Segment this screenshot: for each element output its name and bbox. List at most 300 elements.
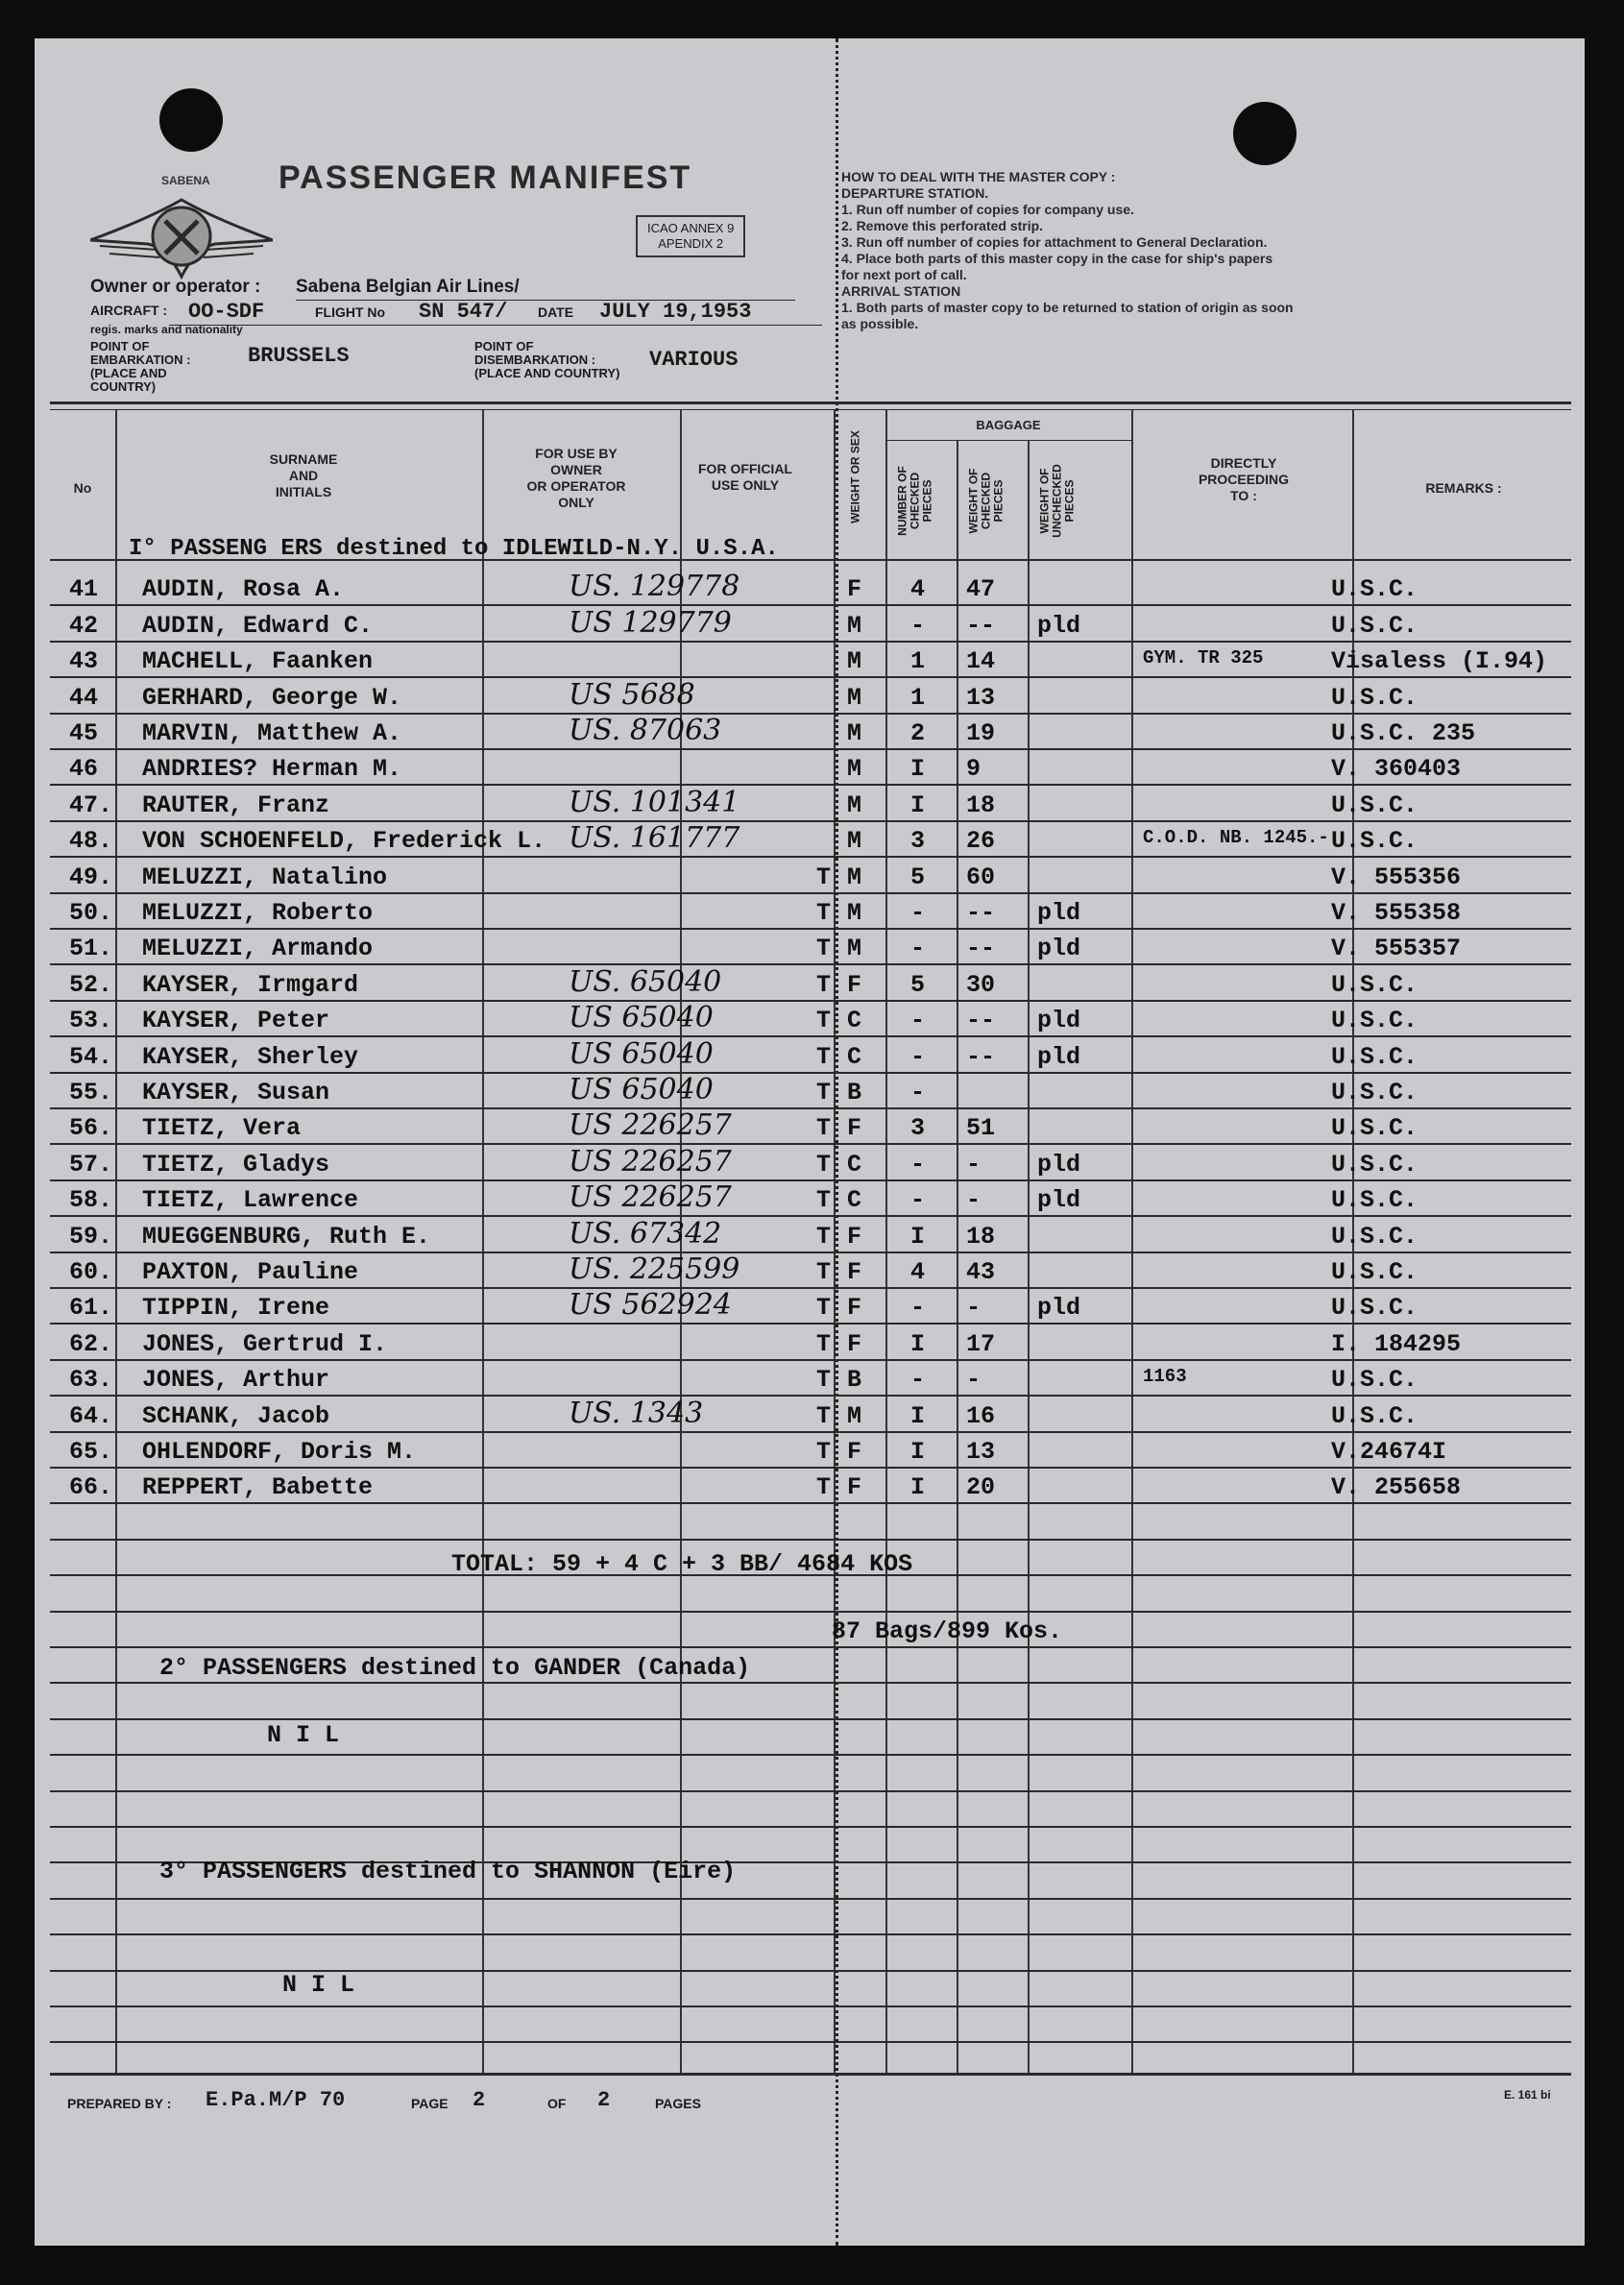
checked-weight: 26 — [966, 827, 996, 855]
row-line — [50, 1646, 1571, 1648]
sex-code: B — [847, 1366, 862, 1394]
unchecked-weight: pld — [1037, 1043, 1081, 1071]
sex-code: B — [847, 1079, 862, 1106]
row-number: 45 — [69, 719, 99, 747]
bags-line: 87 Bags/899 Kos. — [832, 1617, 1063, 1645]
row-number: 59. — [69, 1223, 113, 1251]
checked-weight: 19 — [966, 719, 996, 747]
sex-code: F — [847, 1294, 862, 1322]
checked-pieces: - — [910, 1007, 926, 1034]
remarks: U.S.C. — [1331, 1186, 1418, 1214]
transit-mark: T — [816, 1366, 832, 1394]
passenger-name: MELUZZI, Natalino — [142, 863, 388, 891]
sex-code: C — [847, 1186, 862, 1214]
owner-passport: US 129779 — [569, 606, 732, 640]
sex-code: F — [847, 971, 862, 999]
row-line — [50, 1682, 1571, 1684]
row-line — [50, 1790, 1571, 1792]
transit-mark: T — [816, 863, 832, 891]
sex-code: M — [847, 755, 862, 783]
col-official-use: FOR OFFICIAL USE ONLY — [698, 461, 792, 493]
owner-passport: US. 225599 — [569, 1252, 740, 1286]
row-number: 50. — [69, 899, 113, 927]
remarks: U.S.C. — [1331, 1114, 1418, 1142]
instructions: HOW TO DEAL WITH THE MASTER COPY : DEPARTURE STATION. 1. Run off number of copies for company use. 2. Remove this perforated strip. 3. Run off number of copies for attachment to General Declaration. 4. Place both parts of this master copy in the case for ship's papers for next port of call. ARRIVAL STATION 1. Both parts of master copy to be returned to station of origin as soon as possible. — [841, 169, 1294, 331]
owner-passport: US. 65040 — [569, 965, 722, 999]
sex-code: C — [847, 1007, 862, 1034]
remarks: U.S.C. — [1331, 575, 1418, 603]
owner-passport: US 226257 — [569, 1145, 732, 1179]
remarks: U.S.C. 235 — [1331, 719, 1476, 747]
owner-passport: US 562924 — [569, 1288, 732, 1322]
table-bottom-rule — [50, 2073, 1571, 2076]
sex-code: M — [847, 684, 862, 712]
prepared-by-label: PREPARED BY : — [67, 2096, 172, 2111]
row-line — [50, 1933, 1571, 1935]
owner-passport: US 226257 — [569, 1180, 732, 1214]
row-line — [50, 2005, 1571, 2007]
passenger-name: RAUTER, Franz — [142, 791, 330, 819]
checked-pieces: I — [910, 791, 926, 819]
passenger-name: GERHARD, George W. — [142, 684, 402, 712]
checked-weight: - — [966, 1294, 982, 1322]
remarks: U.S.C. — [1331, 612, 1418, 640]
column-line — [834, 409, 836, 2073]
row-line — [50, 1611, 1571, 1613]
embark-value: BRUSSELS — [248, 344, 350, 368]
row-number: 56. — [69, 1114, 113, 1142]
form-code: E. 161 bi — [1504, 2088, 1551, 2102]
col-weight-unchecked: WEIGHT OF UNCHECKED PIECES — [1037, 464, 1077, 538]
passenger-name: TIETZ, Lawrence — [142, 1186, 359, 1214]
annex-line-2: APENDIX 2 — [658, 236, 724, 251]
remarks: V. 555358 — [1331, 899, 1462, 927]
checked-pieces: I — [910, 1223, 926, 1251]
remarks: U.S.C. — [1331, 1366, 1418, 1394]
row-number: 53. — [69, 1007, 113, 1034]
regis-note: regis. marks and nationality — [90, 323, 243, 336]
passenger-name: MARVIN, Matthew A. — [142, 719, 402, 747]
prepared-by-value: E.Pa.M/P 70 — [206, 2088, 346, 2112]
passenger-name: KAYSER, Sherley — [142, 1043, 359, 1071]
unchecked-weight: pld — [1037, 1186, 1081, 1214]
row-number: 49. — [69, 863, 113, 891]
checked-pieces: 3 — [910, 1114, 926, 1142]
sex-code: M — [847, 791, 862, 819]
sex-code: M — [847, 863, 862, 891]
checked-weight: 13 — [966, 1438, 996, 1466]
passenger-name: TIETZ, Vera — [142, 1114, 302, 1142]
sex-code: M — [847, 647, 862, 675]
row-number: 54. — [69, 1043, 113, 1071]
row-line — [50, 1467, 1571, 1469]
sex-code: F — [847, 1438, 862, 1466]
unchecked-weight: pld — [1037, 1007, 1081, 1034]
col-weight-checked: WEIGHT OF CHECKED PIECES — [966, 468, 1006, 534]
row-line — [50, 1000, 1571, 1002]
remarks: U.S.C. — [1331, 1223, 1418, 1251]
remarks: V. 255658 — [1331, 1473, 1462, 1501]
row-number: 58. — [69, 1186, 113, 1214]
remarks: V. 360403 — [1331, 755, 1462, 783]
row-line — [50, 1826, 1571, 1828]
passenger-name: VON SCHOENFELD, Frederick L. — [142, 827, 546, 855]
col-owner-use: FOR USE BY OWNER OR OPERATOR ONLY — [526, 446, 626, 510]
checked-pieces: I — [910, 1473, 926, 1501]
perforation-line — [836, 38, 838, 2246]
sex-code: F — [847, 1258, 862, 1286]
checked-weight: 14 — [966, 647, 996, 675]
page-number: 2 — [473, 2088, 486, 2112]
row-number: 55. — [69, 1079, 113, 1106]
row-number: 43 — [69, 647, 99, 675]
owner-passport: US 226257 — [569, 1108, 732, 1142]
flight-label: FLIGHT No — [315, 304, 386, 320]
checked-pieces: I — [910, 1330, 926, 1358]
row-number: 63. — [69, 1366, 113, 1394]
passenger-name: ANDRIES? Herman M. — [142, 755, 402, 783]
checked-weight: 18 — [966, 1223, 996, 1251]
row-number: 51. — [69, 935, 113, 962]
section-3-nil: N I L — [282, 1971, 355, 1999]
row-number: 65. — [69, 1438, 113, 1466]
passenger-name: MELUZZI, Armando — [142, 935, 374, 962]
owner-passport: US 65040 — [569, 1037, 714, 1071]
col-directly-proceeding: DIRECTLY PROCEEDING TO : — [1198, 455, 1290, 503]
transit-mark: T — [816, 971, 832, 999]
checked-pieces: - — [910, 1186, 926, 1214]
checked-weight: 51 — [966, 1114, 996, 1142]
table-top-rule — [50, 401, 1571, 404]
row-line — [50, 1252, 1571, 1253]
checked-pieces: 4 — [910, 1258, 926, 1286]
row-line — [50, 1072, 1571, 1074]
remarks: U.S.C. — [1331, 1043, 1418, 1071]
sex-code: F — [847, 1473, 862, 1501]
transit-mark: T — [816, 1007, 832, 1034]
remarks: U.S.C. — [1331, 971, 1418, 999]
row-line — [50, 1898, 1571, 1900]
unchecked-weight: pld — [1037, 1294, 1081, 1322]
unchecked-weight: pld — [1037, 612, 1081, 640]
passenger-name: AUDIN, Rosa A. — [142, 575, 345, 603]
row-line — [50, 676, 1571, 678]
checked-pieces: - — [910, 612, 926, 640]
owner-passport: US 65040 — [569, 1001, 714, 1034]
row-line — [50, 2041, 1571, 2043]
checked-pieces: 3 — [910, 827, 926, 855]
checked-weight: - — [966, 1186, 982, 1214]
row-number: 41 — [69, 575, 99, 603]
owner-passport: US. 87063 — [569, 714, 722, 747]
svg-text:SABENA: SABENA — [161, 174, 210, 187]
unchecked-weight: pld — [1037, 1151, 1081, 1179]
owner-passport: US. 101341 — [569, 786, 740, 819]
sex-code: F — [847, 1223, 862, 1251]
row-line — [50, 1539, 1571, 1541]
passenger-name: AUDIN, Edward C. — [142, 612, 374, 640]
sex-code: C — [847, 1151, 862, 1179]
section-2-nil: N I L — [267, 1721, 340, 1749]
row-line — [50, 928, 1571, 930]
owner-passport: US. 129778 — [569, 570, 740, 603]
remarks: U.S.C. — [1331, 791, 1418, 819]
row-line — [50, 641, 1571, 643]
checked-weight: - — [966, 1151, 982, 1179]
remarks: U.S.C. — [1331, 1294, 1418, 1322]
checked-pieces: 1 — [910, 684, 926, 712]
sex-code: F — [847, 1114, 862, 1142]
sex-code: M — [847, 719, 862, 747]
passenger-name: KAYSER, Irmgard — [142, 971, 359, 999]
col-surname: SURNAME AND INITIALS — [269, 451, 338, 499]
remarks: U.S.C. — [1331, 1079, 1418, 1106]
checked-weight: 17 — [966, 1330, 996, 1358]
checked-weight: 43 — [966, 1258, 996, 1286]
column-line — [482, 409, 484, 2073]
passenger-name: KAYSER, Susan — [142, 1079, 330, 1106]
section-3-heading: 3° PASSENGERS destined to SHANNON (Eire) — [159, 1858, 737, 1885]
row-number: 48. — [69, 827, 113, 855]
unchecked-weight: pld — [1037, 935, 1081, 962]
checked-pieces: - — [910, 899, 926, 927]
row-line — [50, 856, 1571, 858]
sex-code: F — [847, 575, 862, 603]
sex-code: M — [847, 899, 862, 927]
checked-pieces: 4 — [910, 575, 926, 603]
row-line — [50, 1287, 1571, 1289]
icao-annex-box — [636, 215, 745, 257]
passenger-name: TIETZ, Gladys — [142, 1151, 330, 1179]
remarks: I. 184295 — [1331, 1330, 1462, 1358]
owner-passport: US. 161777 — [569, 821, 740, 855]
flight-value: SN 547/ — [419, 300, 508, 324]
owner-passport: US. 1343 — [569, 1397, 704, 1430]
row-line — [50, 1323, 1571, 1325]
row-line — [50, 1107, 1571, 1109]
checked-pieces: - — [910, 1151, 926, 1179]
row-line — [50, 1502, 1571, 1504]
row-number: 60. — [69, 1258, 113, 1286]
row-number: 42 — [69, 612, 99, 640]
transit-mark: T — [816, 1330, 832, 1358]
checked-pieces: - — [910, 1079, 926, 1106]
checked-pieces: - — [910, 935, 926, 962]
row-line — [50, 604, 1571, 606]
checked-pieces: 2 — [910, 719, 926, 747]
col-number-checked: NUMBER OF CHECKED PIECES — [895, 466, 934, 536]
checked-weight: 9 — [966, 755, 982, 783]
aircraft-value: OO-SDF — [188, 300, 265, 324]
transit-mark: T — [816, 1258, 832, 1286]
column-line — [957, 440, 958, 2073]
passenger-name: JONES, Arthur — [142, 1366, 330, 1394]
embark-label: POINT OF EMBARKATION : (PLACE AND COUNTRY) — [90, 339, 191, 394]
checked-pieces: 1 — [910, 647, 926, 675]
transit-mark: T — [816, 1294, 832, 1322]
baggage-group-rule — [885, 440, 1131, 441]
remarks: U.S.C. — [1331, 1402, 1418, 1430]
owner-value: Sabena Belgian Air Lines/ — [296, 277, 520, 297]
transit-mark: T — [816, 1223, 832, 1251]
row-line — [50, 1215, 1571, 1217]
col-remarks: REMARKS : — [1425, 480, 1502, 496]
checked-weight: -- — [966, 935, 996, 962]
column-line — [115, 409, 117, 2073]
checked-weight: 60 — [966, 863, 996, 891]
sex-code: F — [847, 1330, 862, 1358]
row-line — [50, 784, 1571, 786]
passenger-name: MACHELL, Faanken — [142, 647, 374, 675]
owner-label: Owner or operator : — [90, 277, 261, 297]
column-line — [885, 409, 887, 2073]
transit-mark: T — [816, 1043, 832, 1071]
row-line — [50, 1035, 1571, 1037]
passenger-name: MUEGGENBURG, Ruth E. — [142, 1223, 431, 1251]
col-no: No — [73, 480, 92, 496]
remarks: U.S.C. — [1331, 827, 1418, 855]
remarks: U.S.C. — [1331, 1258, 1418, 1286]
page-total: 2 — [597, 2088, 611, 2112]
remarks: Visaless (I.94) — [1331, 647, 1548, 675]
checked-weight: 20 — [966, 1473, 996, 1501]
passenger-name: SCHANK, Jacob — [142, 1402, 330, 1430]
annex-line-1: ICAO ANNEX 9 — [647, 221, 735, 235]
row-number: 62. — [69, 1330, 113, 1358]
remarks: U.S.C. — [1331, 684, 1418, 712]
sex-code: M — [847, 612, 862, 640]
checked-weight: 30 — [966, 971, 996, 999]
col-weight-sex: WEIGHT OR SEX — [848, 430, 862, 523]
page-label: PAGE — [411, 2096, 448, 2111]
row-number: 47. — [69, 791, 113, 819]
remarks: U.S.C. — [1331, 1007, 1418, 1034]
checked-weight: -- — [966, 899, 996, 927]
section-2-heading: 2° PASSENGERS destined to GANDER (Canada) — [159, 1654, 751, 1682]
passenger-name: OHLENDORF, Doris M. — [142, 1438, 417, 1466]
total-line: TOTAL: 59 + 4 C + 3 BB/ 4684 KOS — [451, 1550, 913, 1578]
of-label: OF — [547, 2096, 567, 2111]
checked-pieces: - — [910, 1366, 926, 1394]
column-line — [1131, 409, 1133, 2073]
transit-mark: T — [816, 1438, 832, 1466]
checked-weight: 47 — [966, 575, 996, 603]
transit-mark: T — [816, 1473, 832, 1501]
passenger-name: TIPPIN, Irene — [142, 1294, 330, 1322]
row-number: 61. — [69, 1294, 113, 1322]
checked-weight: 16 — [966, 1402, 996, 1430]
row-line — [50, 820, 1571, 822]
owner-passport: US. 67342 — [569, 1217, 722, 1251]
remarks: V. 555356 — [1331, 863, 1462, 891]
passenger-name: MELUZZI, Roberto — [142, 899, 374, 927]
checked-weight: -- — [966, 1043, 996, 1071]
disembark-label: POINT OF DISEMBARKATION : (PLACE AND COUNTRY) — [474, 339, 620, 380]
aircraft-label: AIRCRAFT : — [90, 303, 168, 318]
row-number: 52. — [69, 971, 113, 999]
checked-weight: - — [966, 1366, 982, 1394]
passenger-name: JONES, Gertrud I. — [142, 1330, 388, 1358]
transit-mark: T — [816, 935, 832, 962]
row-line — [50, 1143, 1571, 1145]
row-line — [50, 1359, 1571, 1361]
remarks: V. 555357 — [1331, 935, 1462, 962]
transit-mark: T — [816, 1402, 832, 1430]
checked-pieces: 5 — [910, 863, 926, 891]
punch-hole-left — [159, 88, 223, 152]
row-line — [50, 1431, 1571, 1433]
col-baggage: BAGGAGE — [976, 418, 1041, 432]
disembark-value: VARIOUS — [649, 348, 739, 372]
row-line — [50, 963, 1571, 965]
checked-weight: 18 — [966, 791, 996, 819]
unchecked-weight: pld — [1037, 899, 1081, 927]
checked-weight: -- — [966, 612, 996, 640]
sex-code: M — [847, 827, 862, 855]
row-number: 46 — [69, 755, 99, 783]
row-line — [50, 1718, 1571, 1720]
sex-code: M — [847, 1402, 862, 1430]
row-line — [50, 1179, 1571, 1181]
manifest-sheet — [35, 38, 1585, 2246]
sex-code: M — [847, 935, 862, 962]
sabena-logo — [90, 161, 273, 286]
owner-passport: US 5688 — [569, 678, 695, 712]
date-value: JULY 19,1953 — [599, 300, 752, 324]
sex-code: C — [847, 1043, 862, 1071]
transit-mark: T — [816, 1151, 832, 1179]
checked-pieces: I — [910, 1402, 926, 1430]
checked-weight: -- — [966, 1007, 996, 1034]
row-number: 64. — [69, 1402, 113, 1430]
column-line — [1028, 440, 1030, 2073]
row-line — [50, 713, 1571, 715]
row-line — [50, 748, 1571, 750]
checked-pieces: - — [910, 1043, 926, 1071]
passenger-name: PAXTON, Pauline — [142, 1258, 359, 1286]
form-title: PASSENGER MANIFEST — [279, 159, 692, 196]
transit-mark: T — [816, 1186, 832, 1214]
checked-pieces: - — [910, 1294, 926, 1322]
row-number: 44 — [69, 684, 99, 712]
proceeding-to: C.O.D. NB. 1245.- — [1143, 827, 1329, 848]
passenger-name: REPPERT, Babette — [142, 1473, 374, 1501]
checked-weight: 13 — [966, 684, 996, 712]
row-number: 66. — [69, 1473, 113, 1501]
proceeding-to: 1163 — [1143, 1366, 1187, 1387]
section-1-heading: I° PASSENG ERS destined to IDLEWILD-N.Y. U.S.A. — [129, 536, 779, 562]
remarks: U.S.C. — [1331, 1151, 1418, 1179]
transit-mark: T — [816, 1114, 832, 1142]
owner-passport: US 65040 — [569, 1073, 714, 1106]
punch-hole-right — [1233, 102, 1297, 165]
remarks: V.24674I — [1331, 1438, 1447, 1466]
checked-pieces: I — [910, 1438, 926, 1466]
passenger-name: KAYSER, Peter — [142, 1007, 330, 1034]
checked-pieces: 5 — [910, 971, 926, 999]
transit-mark: T — [816, 899, 832, 927]
transit-mark: T — [816, 1079, 832, 1106]
checked-pieces: I — [910, 755, 926, 783]
row-number: 57. — [69, 1151, 113, 1179]
pages-label: PAGES — [655, 2096, 701, 2111]
row-line — [50, 892, 1571, 894]
row-line — [50, 1754, 1571, 1756]
date-label: DATE — [538, 304, 574, 320]
row-line — [50, 1970, 1571, 1972]
row-line — [50, 1395, 1571, 1397]
proceeding-to: GYM. TR 325 — [1143, 647, 1264, 668]
